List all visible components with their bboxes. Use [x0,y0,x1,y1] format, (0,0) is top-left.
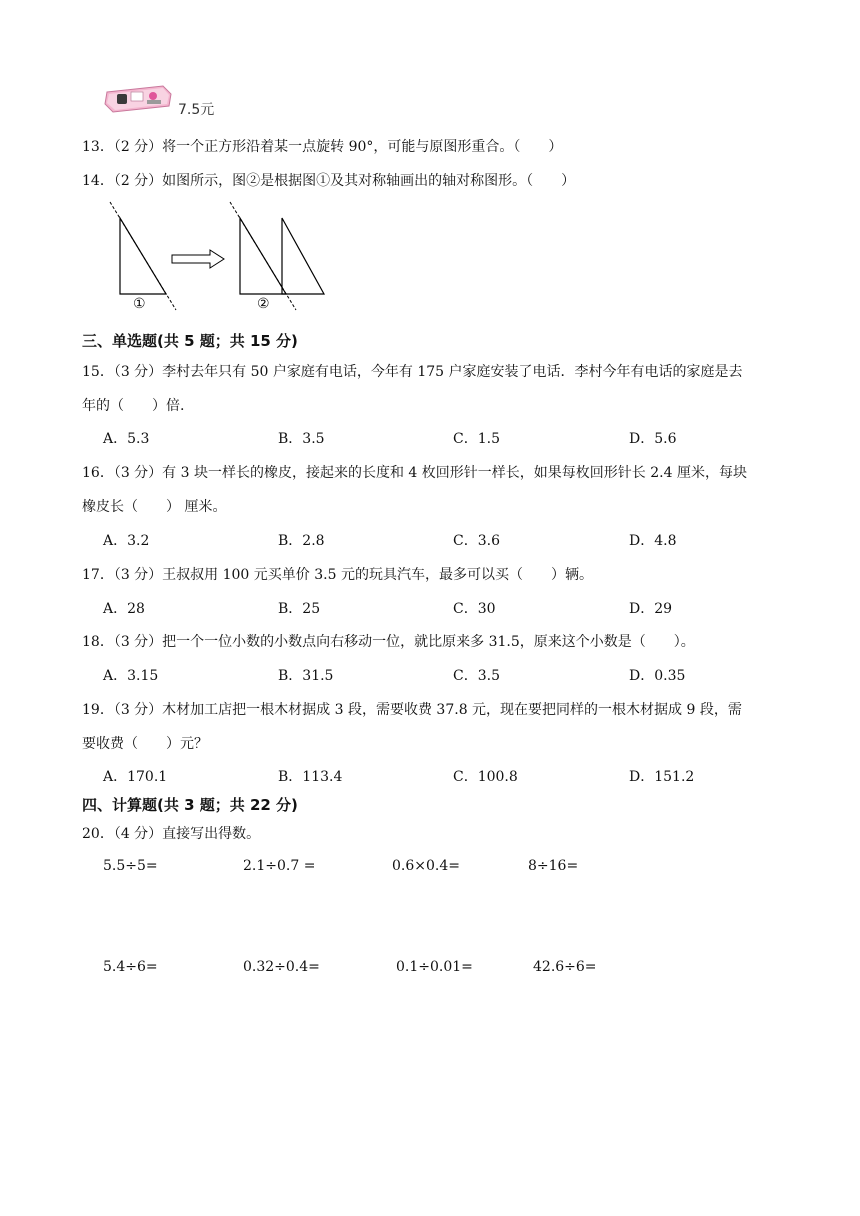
q19-option-a: A．170.1 [103,769,168,785]
q15-option-b: B．3.5 [278,431,325,447]
q16-option-b: B．2.8 [278,533,325,549]
calc-item: 5.5÷5= [103,858,158,874]
triangle-2a [240,218,286,294]
question-19-cont: 要收费（ ）元？ [82,736,208,752]
q17-option-b: B．25 [278,601,321,617]
question-18: 18．（3 分）把一个一位小数的小数点向右移动一位，就比原来多 31.5，原来这个小数是（ ）。 [82,634,695,650]
calc-item: 2.1÷0.7 = [243,858,316,874]
calc-item: 0.6×0.4= [392,858,460,874]
q18-option-b: B．31.5 [278,668,334,684]
arrow-icon [172,250,224,268]
question-16-cont: 橡皮长（ ） 厘米。 [82,499,227,515]
q17-option-d: D．29 [629,601,673,617]
q19-option-c: C．100.8 [453,769,518,785]
figure-label-2: ② [257,296,270,312]
question-15: 15．（3 分）李村去年只有 50 户家庭有电话，今年有 175 户家庭安装了电话．李村今年有电话的家庭是去 [82,364,743,380]
q17-option-a: A．28 [103,601,145,617]
question-20: 20．（4 分）直接写出得数。 [82,826,261,842]
q16-option-c: C．3.6 [453,533,500,549]
question-19: 19．（3 分）木材加工店把一根木材据成 3 段，需要收费 37.8 元，现在要把同样的一根木材据成 9 段，需 [82,702,742,718]
calc-item: 42.6÷6= [533,959,597,975]
pencil-case-image [103,82,173,114]
q16-option-a: A．3.2 [103,533,150,549]
section-3-title: 三、单选题(共 5 题；共 15 分) [82,332,298,350]
price-label: 7.5元 [178,102,215,118]
calc-item: 0.1÷0.01= [396,959,473,975]
q17-option-c: C．30 [453,601,496,617]
triangle-1 [120,218,166,294]
section-4-title: 四、计算题(共 3 题；共 22 分) [82,796,298,814]
triangle-2b [282,218,324,294]
q15-option-a: A．5.3 [103,431,150,447]
q18-option-c: C．3.5 [453,668,500,684]
question-14: 14．（2 分）如图所示，图②是根据图①及其对称轴画出的轴对称图形。（ ） [82,173,576,189]
q15-option-c: C．1.5 [453,431,500,447]
q16-option-d: D．4.8 [629,533,677,549]
question-13: 13．（2 分）将一个正方形沿着某一点旋转 90°，可能与原图形重合。（ ） [82,139,563,155]
calc-item: 8÷16= [528,858,579,874]
figure-label-1: ① [133,296,146,312]
q18-option-a: A．3.15 [103,668,159,684]
q19-option-b: B．113.4 [278,769,343,785]
q15-option-d: D．5.6 [629,431,677,447]
q18-option-d: D．0.35 [629,668,686,684]
q19-option-d: D．151.2 [629,769,695,785]
question-17: 17．（3 分）王叔叔用 100 元买单价 3.5 元的玩具汽车，最多可以买（ ）辆。 [82,567,593,583]
question-15-cont: 年的（ ）倍. [82,398,185,414]
question-16: 16．（3 分）有 3 块一样长的橡皮，接起来的长度和 4 枚回形针一样长，如果每枚回形针长 2.4 厘米，每块 [82,465,747,481]
calc-item: 0.32÷0.4= [243,959,320,975]
calc-item: 5.4÷6= [103,959,158,975]
